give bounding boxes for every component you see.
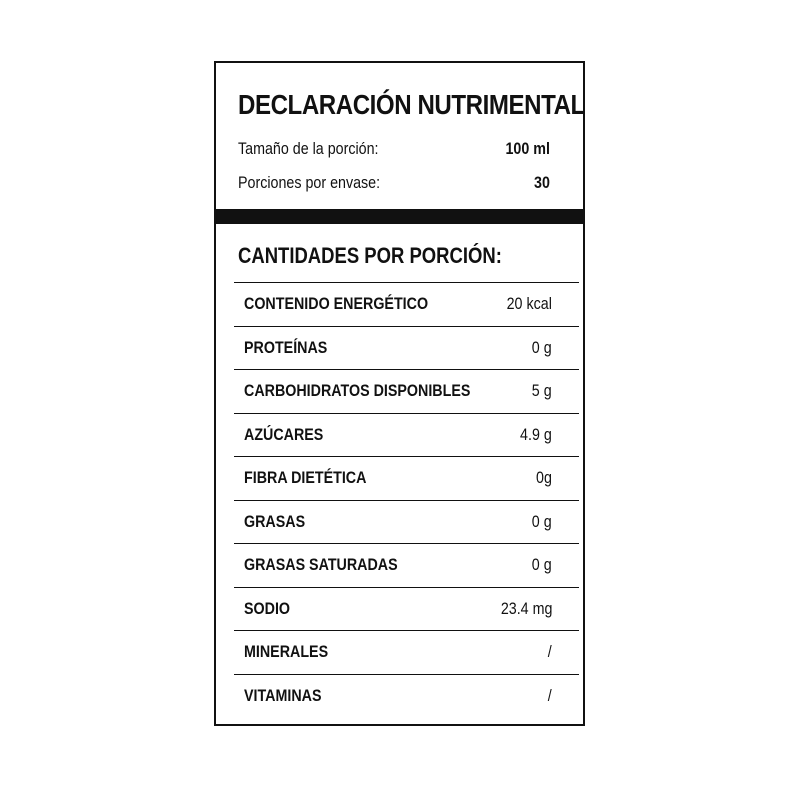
nutrient-name: GRASAS SATURADAS: [244, 555, 398, 575]
nutrient-row-sugars: [234, 414, 579, 458]
servings-per-container-value: 30: [534, 173, 550, 192]
nutrient-row-fats: [234, 501, 579, 545]
servings-per-container-row: [238, 171, 550, 195]
nutrient-table: [234, 282, 579, 717]
nutrient-name: MINERALES: [244, 642, 329, 662]
section-divider-bar: [216, 209, 583, 224]
nutrient-value: 23.4 mg: [500, 598, 552, 618]
servings-per-container-label: Porciones por envase:: [238, 173, 381, 192]
nutrient-value: 0 g: [532, 555, 552, 575]
nutrient-value: 0 g: [532, 337, 552, 357]
nutrient-name: GRASAS: [244, 511, 306, 531]
nutrient-value: 5 g: [532, 381, 552, 401]
nutrient-name: PROTEÍNAS: [244, 337, 328, 357]
nutrient-value: 0g: [536, 468, 552, 488]
nutrient-name: AZÚCARES: [244, 424, 324, 444]
nutrient-value: 4.9 g: [520, 424, 552, 444]
nutrient-value: /: [548, 642, 552, 662]
serving-size-value: 100 ml: [505, 139, 550, 158]
nutrient-name: FIBRA DIETÉTICA: [244, 468, 367, 488]
nutrient-name: SODIO: [244, 598, 291, 618]
nutrient-row-protein: [234, 327, 579, 371]
nutrient-row-saturated-fats: [234, 544, 579, 588]
nutrient-value: /: [548, 685, 552, 705]
nutrient-row-energy: [234, 283, 579, 327]
nutrient-name: CARBOHIDRATOS DISPONIBLES: [244, 381, 471, 401]
nutrient-name: CONTENIDO ENERGÉTICO: [244, 294, 429, 314]
nutrient-row-sodium: [234, 588, 579, 632]
nutrient-row-fiber: [234, 457, 579, 501]
nutrient-value: 20 kcal: [506, 294, 552, 314]
nutrient-name: VITAMINAS: [244, 685, 322, 705]
label-title: DECLARACIÓN NUTRIMENTAL: [238, 89, 585, 120]
nutrient-row-carbohydrates: [234, 370, 579, 414]
section-title: CANTIDADES POR PORCIÓN:: [238, 243, 502, 268]
nutrient-row-vitamins: [234, 675, 579, 718]
serving-size-label: Tamaño de la porción:: [238, 139, 379, 158]
nutrient-value: 0 g: [532, 511, 552, 531]
serving-size-row: [238, 137, 550, 161]
nutrition-label: [214, 61, 585, 726]
nutrient-row-minerals: [234, 631, 579, 675]
